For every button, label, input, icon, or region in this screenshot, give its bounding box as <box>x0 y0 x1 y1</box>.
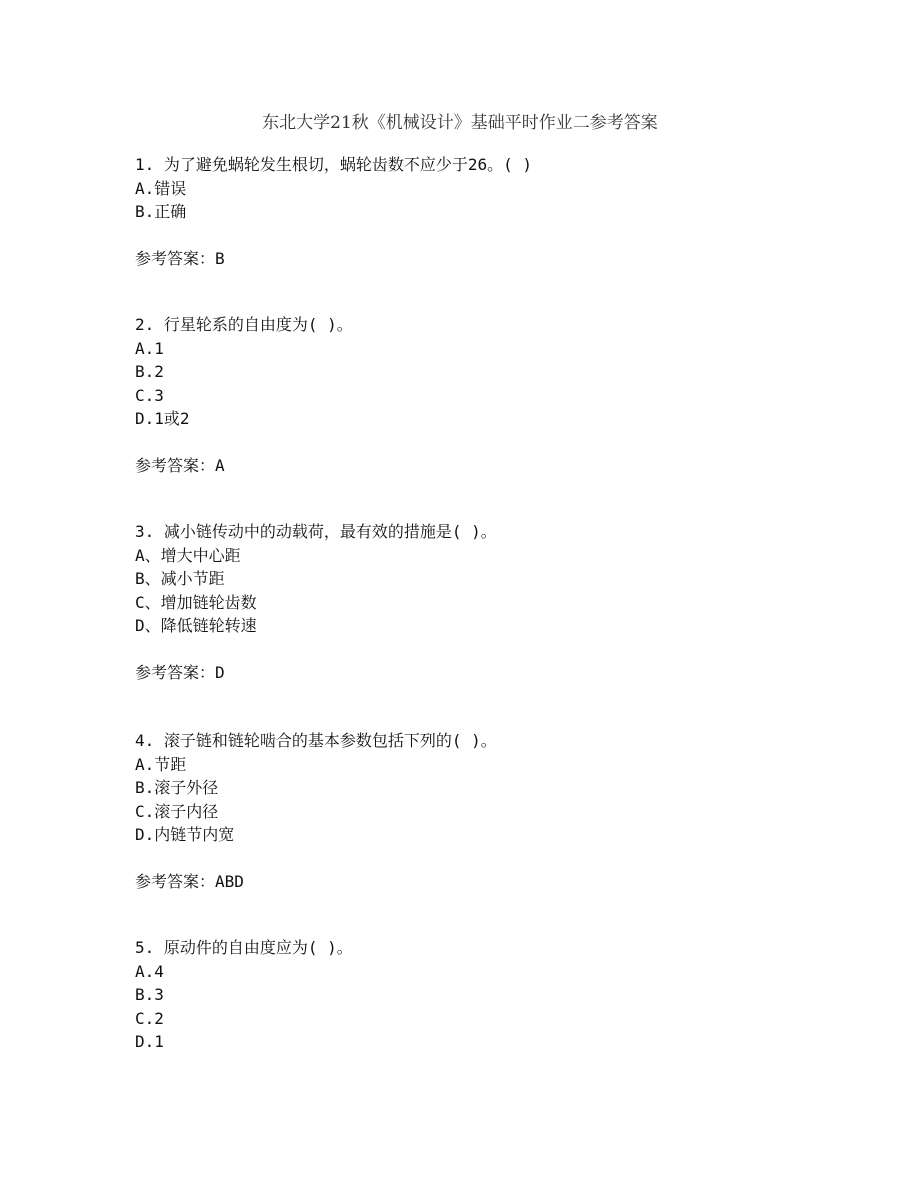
option: B.滚子外径 <box>135 778 219 797</box>
option: A、增大中心距 <box>135 545 241 565</box>
option: B、减小节距 <box>135 569 225 588</box>
question-stem: 4. 滚子链和链轮啮合的基本参数包括下列的( )。 <box>135 731 497 750</box>
question-stem: 3. 减小链传动中的动载荷，最有效的措施是( )。 <box>135 522 497 541</box>
option: D.内链节内宽 <box>135 825 235 844</box>
answer: 参考答案：B <box>135 249 225 268</box>
option: A.4 <box>135 961 164 981</box>
option: A.1 <box>135 338 164 358</box>
option: D.1或2 <box>135 409 190 428</box>
question-5 <box>135 936 353 1054</box>
question-stem: 1. 为了避免蜗轮发生根切，蜗轮齿数不应少于26。( ) <box>135 155 533 174</box>
answer: 参考答案：ABD <box>135 872 244 891</box>
option: C.滚子内径 <box>135 801 219 821</box>
option: C、增加链轮齿数 <box>135 592 257 612</box>
question-1 <box>135 153 532 271</box>
option: B.2 <box>135 362 164 381</box>
answer: 参考答案：D <box>135 663 225 682</box>
option: A.错误 <box>135 178 187 198</box>
option: C.2 <box>135 1008 164 1028</box>
question-stem: 2. 行星轮系的自由度为( )。 <box>135 315 353 334</box>
question-3 <box>135 520 497 685</box>
option: A.节距 <box>135 754 187 774</box>
option: D.1 <box>135 1032 164 1051</box>
option: D、降低链轮转速 <box>135 616 257 635</box>
question-4 <box>135 729 497 894</box>
document-title: 东北大学21秋《机械设计》基础平时作业二参考答案 <box>262 113 658 133</box>
question-stem: 5. 原动件的自由度应为( )。 <box>135 938 353 957</box>
question-2 <box>135 313 353 478</box>
answer: 参考答案：A <box>135 456 225 475</box>
option: B.正确 <box>135 202 187 221</box>
option: B.3 <box>135 985 164 1004</box>
option: C.3 <box>135 385 164 405</box>
